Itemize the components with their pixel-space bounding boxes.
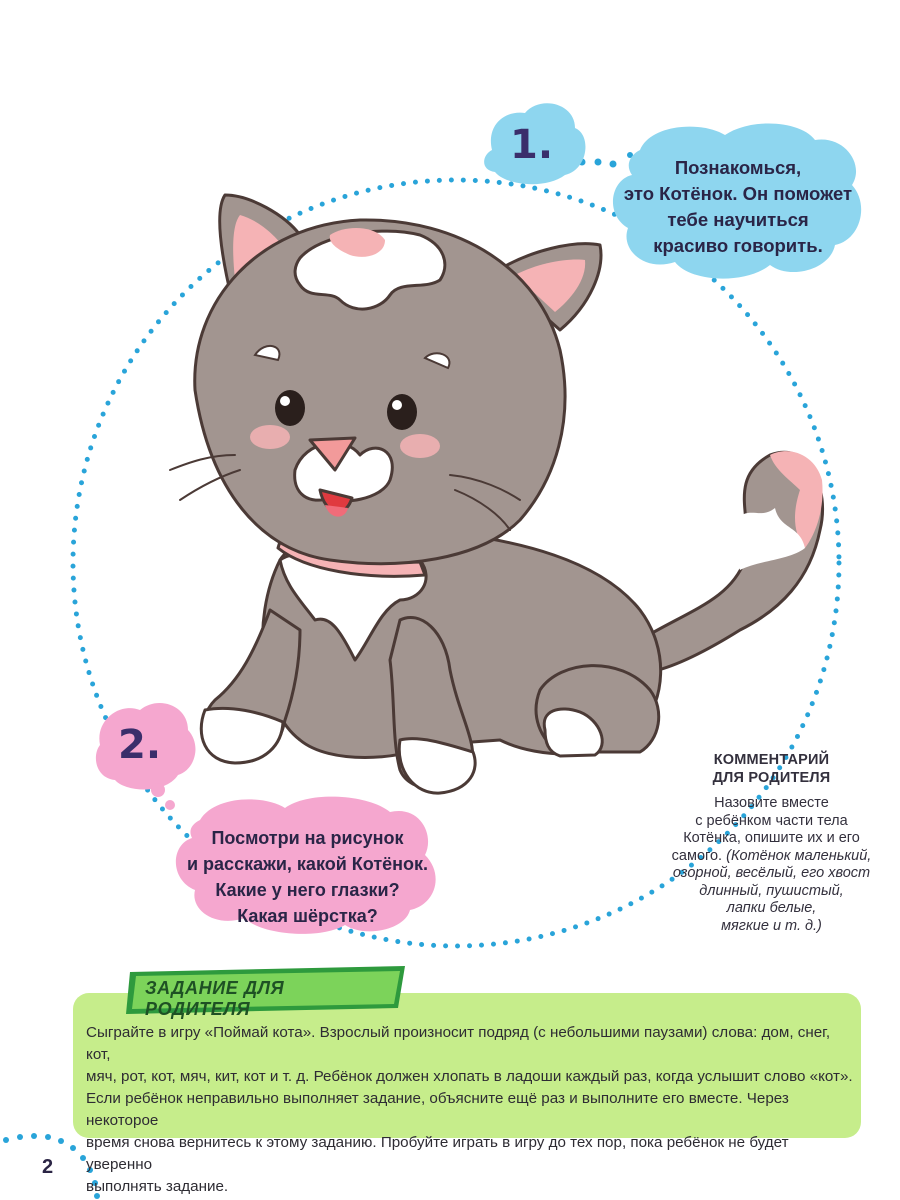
bubble-1-line: Познакомься, <box>674 157 802 178</box>
comment-italic-line: озорной, весёлый, его хвост <box>672 865 871 881</box>
bubble-2-line: Какие у него глазки? <box>215 880 400 900</box>
bubble-2-line: Посмотри на рисунок <box>211 828 404 848</box>
comment-line: с ребёнком части тела <box>695 812 848 829</box>
task-banner-label: ЗАДАНИЕ ДЛЯ РОДИТЕЛЯ <box>145 978 285 1019</box>
bubble-1-line: тебе научиться <box>667 209 809 230</box>
step-number-2: 2. <box>118 722 162 768</box>
task-line: Сыграйте в игру «Поймай кота». Взрослый произносит подряд (с небольшими паузами) слова: дом, снег, кот, <box>86 1024 831 1063</box>
page-number: 2 <box>42 1156 54 1178</box>
comment-line: Назовите вместе <box>714 795 829 811</box>
comment-italic-line: длинный, пушистый, <box>699 882 844 899</box>
task-text <box>86 1022 854 1198</box>
bubble-1-line: красиво говорить. <box>653 235 823 256</box>
step-number-1: 1. <box>510 122 554 168</box>
comment-title-line: КОММЕНТАРИЙ <box>713 752 830 768</box>
bubble-1-line: это Котёнок. Он поможет <box>623 183 853 204</box>
comment-title-line: ДЛЯ РОДИТЕЛЯ <box>712 769 831 786</box>
comment-line-plain: самого. <box>671 847 727 864</box>
task-line: мяч, рот, кот, мяч, кит, кот и т. д. Ребёнок должен хлопать в ладоши каждый раз, когда услышит слово «кот». <box>86 1068 853 1085</box>
bubble-2-line: Какая шёрстка? <box>237 906 378 926</box>
comment-line: Котёнка, опишите их и его <box>683 830 860 846</box>
comment-italic-line: лапки белые, <box>726 900 817 916</box>
comment-line-italic: (Котёнок маленький, <box>726 847 872 864</box>
comment-italic-line: мягкие и т. д.) <box>721 917 822 934</box>
bubble-2-line: и расскажи, какой Котёнок. <box>186 854 429 874</box>
task-line: Если ребёнок неправильно выполняет задание, объясните ещё раз и выполните его вместе. Через некоторое <box>86 1090 789 1129</box>
task-line: выполнять задание. <box>86 1178 229 1195</box>
task-line: время снова вернитесь к этому заданию. Пробуйте играть в игру до тех пор, пока ребёнок не будет уверенно <box>86 1134 789 1173</box>
